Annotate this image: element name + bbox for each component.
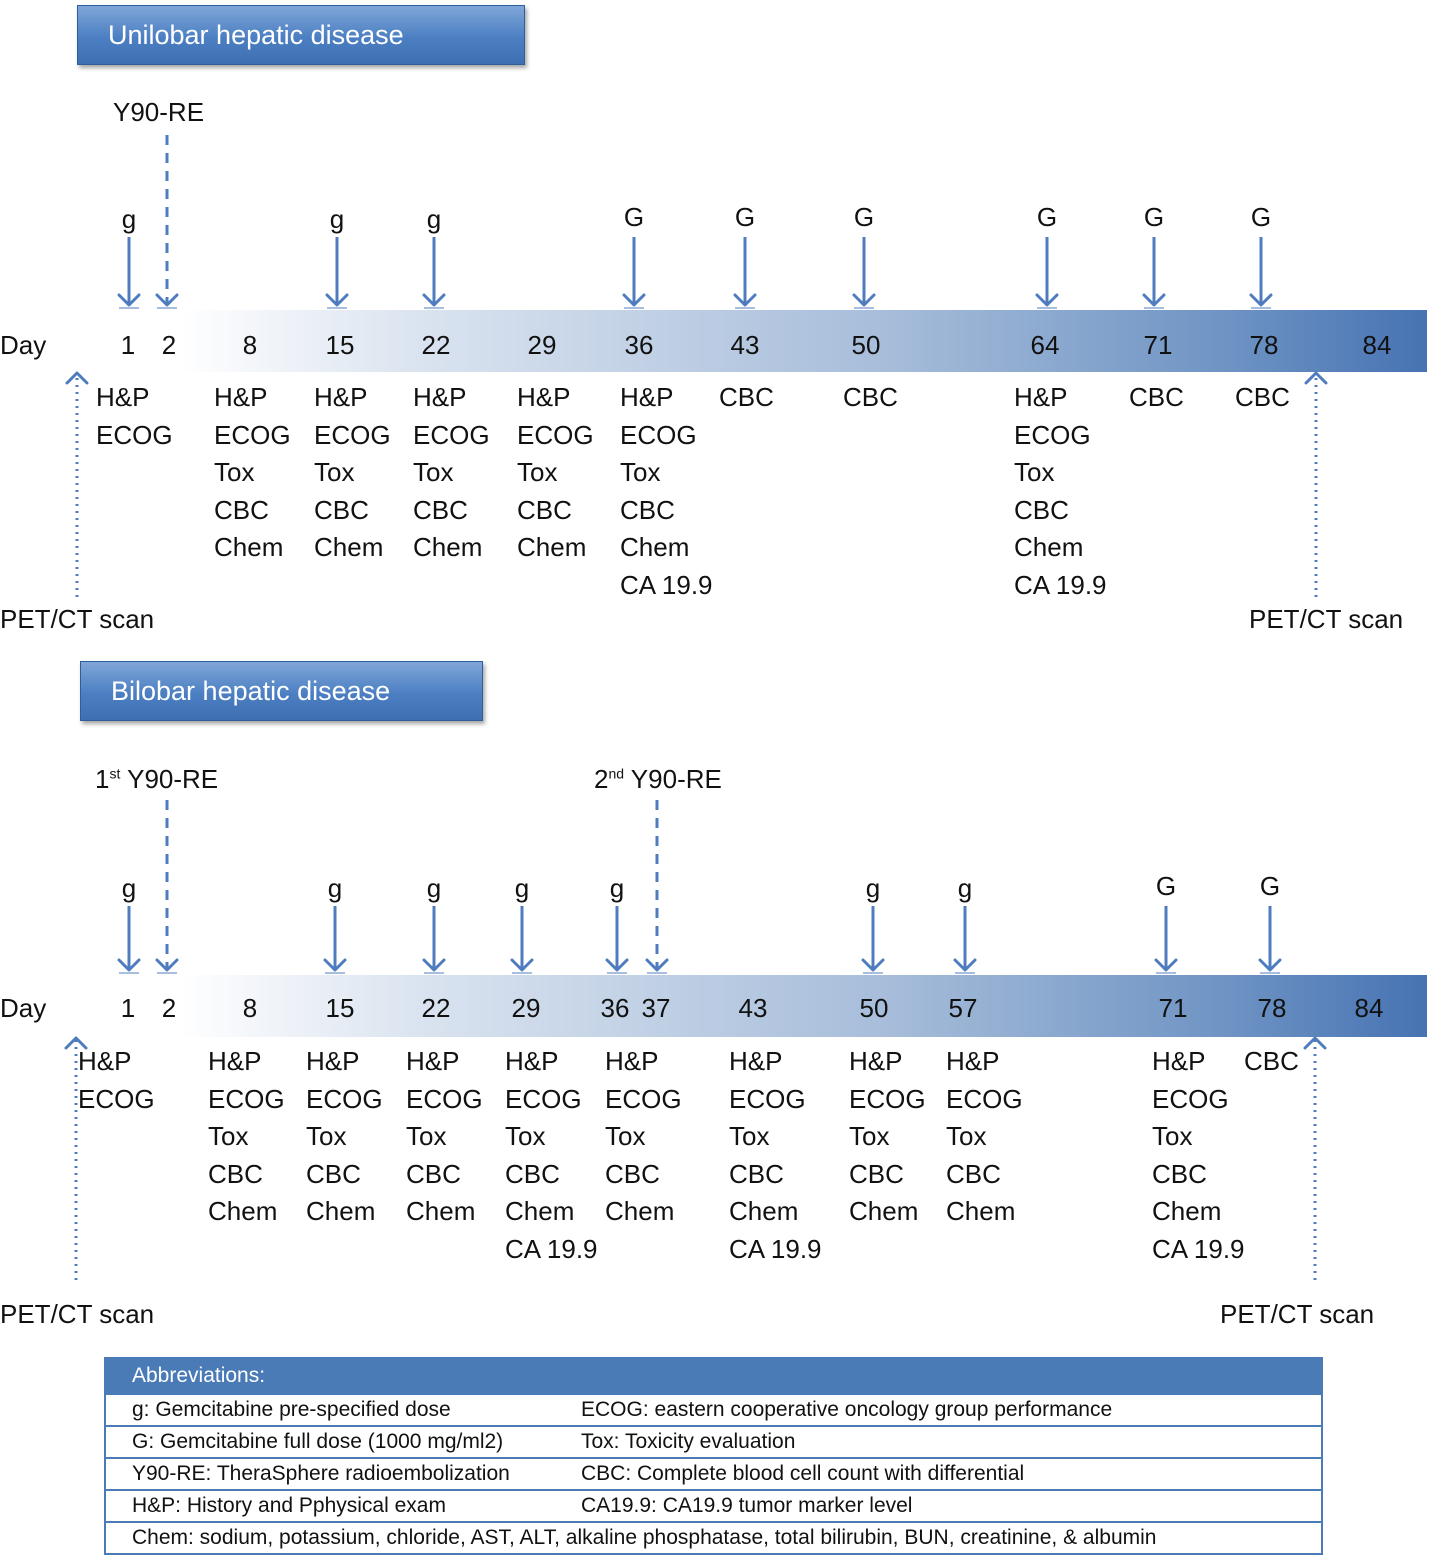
bilobar-day-29: 29 [511, 993, 541, 1023]
bilobar-dose-label-day-71: G [1155, 871, 1177, 901]
unilobar-day-50: 50 [851, 330, 881, 360]
assessment-item: H&P [1152, 1046, 1206, 1076]
assessment-item: H&P [946, 1046, 1000, 1076]
assessment-item: Chem [1152, 1196, 1222, 1227]
assessment-item: ECOG [406, 1083, 483, 1114]
unilobar-day-64: 64 [1030, 330, 1060, 360]
abbreviation-left: H&P: History and Pphysical exam [105, 1490, 557, 1522]
assessment-item: ECOG [96, 419, 173, 450]
assessment-item: Tox [849, 1121, 890, 1152]
bilobar-day-78: 78 [1257, 993, 1287, 1023]
assessment-item: H&P [78, 1046, 132, 1076]
unilobar-dose-label-day-50: G [853, 202, 875, 232]
assessment-item: Chem [406, 1196, 476, 1227]
assessment-item: H&P [849, 1046, 903, 1076]
abbreviation-right: CBC: Complete blood cell count with differential [557, 1458, 1322, 1490]
abbreviation-row [105, 1394, 1322, 1426]
unilobar-dose-label-day-36: G [623, 202, 645, 232]
unilobar-y90-label: Y90-RE [113, 97, 205, 127]
assessment-item: Chem [413, 532, 483, 563]
abbreviation-left: Y90-RE: TheraSphere radioembolization [105, 1458, 557, 1490]
unilobar-dose-label-day-1: g [121, 204, 137, 234]
assessment-item: Chem [214, 532, 284, 563]
assessment-item: ECOG [849, 1083, 926, 1114]
abbreviation-right: CA19.9: CA19.9 tumor marker level [557, 1490, 1322, 1522]
bilobar-day-43: 43 [738, 993, 768, 1023]
assessment-item: Chem [620, 532, 690, 563]
bilobar-y90-second-label: 2nd Y90-RE [594, 764, 722, 794]
unilobar-day-label: Day [0, 330, 47, 360]
assessment-item: CBC [406, 1158, 461, 1189]
abbreviation-left: g: Gemcitabine pre-specified dose [105, 1394, 557, 1426]
unilobar-dose-label-day-64: G [1036, 202, 1058, 232]
assessment-item: ECOG [505, 1083, 582, 1114]
assessment-item: CBC [843, 382, 898, 412]
assessment-item: H&P [208, 1046, 262, 1076]
assessment-item: Tox [605, 1121, 646, 1152]
abbreviation-chem: Chem: sodium, potassium, chloride, AST, ALT, alkaline phosphatase, total bilirubin, BUN, creatinine, & albumin [105, 1522, 1322, 1554]
unilobar-day-78: 78 [1249, 330, 1279, 360]
assessment-item: CBC [719, 382, 774, 412]
assessment-item: CA 19.9 [620, 569, 713, 600]
unilobar-day-2: 2 [161, 330, 177, 360]
unilobar-day-84: 84 [1362, 330, 1392, 360]
assessment-item: CBC [1244, 1046, 1299, 1076]
assessment-item: ECOG [413, 419, 490, 450]
pet-arrow-icon-head [1305, 1038, 1325, 1048]
assessment-item: CBC [1235, 382, 1290, 412]
assessment-item: H&P [96, 382, 150, 412]
assessment-item: CA 19.9 [505, 1233, 598, 1264]
assessment-item: Chem [729, 1196, 799, 1227]
assessment-item: ECOG [620, 419, 697, 450]
unilobar-day-29: 29 [527, 330, 557, 360]
abbreviations-header: Abbreviations: [105, 1358, 1322, 1394]
assessment-item: Chem [314, 532, 384, 563]
assessment-item: ECOG [214, 419, 291, 450]
assessment-item: CBC [1129, 382, 1184, 412]
assessment-item: Tox [620, 457, 661, 488]
assessment-item: H&P [517, 382, 571, 412]
assessment-item: CBC [505, 1158, 560, 1189]
assessment-item: CBC [1014, 494, 1069, 525]
assessment-item: ECOG [517, 419, 594, 450]
bilobar-scan-left: PET/CT scan [0, 1299, 155, 1329]
unilobar-day-1: 1 [120, 330, 136, 360]
bilobar-day-label: Day [0, 993, 47, 1023]
assessment-item: Tox [314, 457, 355, 488]
unilobar-dose-label-day-71: G [1143, 202, 1165, 232]
assessment-item: Chem [605, 1196, 675, 1227]
abbreviation-row [105, 1490, 1322, 1522]
assessment-item: Chem [946, 1196, 1016, 1227]
bilobar-day-15: 15 [325, 993, 355, 1023]
bilobar-day-71: 71 [1158, 993, 1188, 1023]
assessment-item: Chem [306, 1196, 376, 1227]
abbreviation-row [105, 1426, 1322, 1458]
bilobar-y90-first-label: 1st Y90-RE [95, 764, 219, 794]
abbreviations-table [104, 1357, 1323, 1555]
assessment-item: CBC [214, 494, 269, 525]
assessment-item: CBC [413, 494, 468, 525]
assessment-item: H&P [306, 1046, 360, 1076]
assessment-item: CBC [729, 1158, 784, 1189]
assessment-item: H&P [620, 382, 674, 412]
assessment-item: H&P [413, 382, 467, 412]
bilobar-day-57: 57 [948, 993, 978, 1023]
unilobar-title: Unilobar hepatic disease [108, 19, 404, 50]
assessment-item: Tox [1014, 457, 1055, 488]
assessment-item: CBC [946, 1158, 1001, 1189]
bilobar-dose-label-day-1: g [121, 873, 137, 903]
bilobar-day-37: 37 [641, 993, 671, 1023]
assessment-item: CBC [208, 1158, 263, 1189]
bilobar-day-84: 84 [1354, 993, 1384, 1023]
bilobar-day-36: 36 [600, 993, 630, 1023]
unilobar-day-8: 8 [242, 330, 258, 360]
assessment-item: ECOG [1152, 1083, 1229, 1114]
assessment-item: Tox [406, 1121, 447, 1152]
bilobar-day-50: 50 [859, 993, 889, 1023]
unilobar-day-36: 36 [624, 330, 654, 360]
assessment-item: ECOG [729, 1083, 806, 1114]
bilobar-dose-label-day-50: g [865, 873, 881, 903]
assessment-item: H&P [505, 1046, 559, 1076]
assessment-item: Tox [1152, 1121, 1193, 1152]
unilobar-day-15: 15 [325, 330, 355, 360]
assessment-item: ECOG [306, 1083, 383, 1114]
assessment-item: CBC [306, 1158, 361, 1189]
bilobar-dose-label-day-29: g [514, 873, 530, 903]
abbreviation-right: ECOG: eastern cooperative oncology group performance [557, 1394, 1322, 1426]
assessment-item: Tox [413, 457, 454, 488]
bilobar-dose-label-day-22: g [426, 873, 442, 903]
bilobar-day-1: 1 [120, 993, 136, 1023]
assessment-item: CBC [517, 494, 572, 525]
assessment-item: CBC [605, 1158, 660, 1189]
bilobar-dose-label-day-15: g [327, 873, 343, 903]
assessment-item: Chem [505, 1196, 575, 1227]
assessment-item: ECOG [946, 1083, 1023, 1114]
unilobar-dose-label-day-78: G [1250, 202, 1272, 232]
assessment-item: CBC [849, 1158, 904, 1189]
bilobar-title: Bilobar hepatic disease [111, 675, 391, 706]
assessment-item: H&P [314, 382, 368, 412]
assessment-item: CBC [620, 494, 675, 525]
assessment-item: H&P [214, 382, 268, 412]
assessment-item: Tox [214, 457, 255, 488]
assessment-item: Tox [517, 457, 558, 488]
unilobar-day-43: 43 [730, 330, 760, 360]
assessment-item: Tox [505, 1121, 546, 1152]
assessment-item: Tox [208, 1121, 249, 1152]
unilobar-day-71: 71 [1143, 330, 1173, 360]
assessment-item: CBC [1152, 1158, 1207, 1189]
unilobar-scan-left: PET/CT scan [0, 604, 155, 634]
unilobar-scan-right: PET/CT scan [1249, 604, 1404, 634]
pet-arrow-icon-head [66, 1038, 86, 1048]
assessment-item: Chem [208, 1196, 278, 1227]
assessment-item: H&P [729, 1046, 783, 1076]
unilobar-day-22: 22 [421, 330, 451, 360]
bilobar-day-2: 2 [161, 993, 177, 1023]
abbreviation-right: Tox: Toxicity evaluation [557, 1426, 1322, 1458]
assessment-item: ECOG [78, 1083, 155, 1114]
assessment-item: H&P [605, 1046, 659, 1076]
assessment-item: ECOG [208, 1083, 285, 1114]
assessment-item: H&P [1014, 382, 1068, 412]
assessment-item: Tox [306, 1121, 347, 1152]
assessment-item: Chem [517, 532, 587, 563]
assessment-item: ECOG [605, 1083, 682, 1114]
assessment-item: Tox [729, 1121, 770, 1152]
bilobar-dose-label-day-78: G [1259, 871, 1281, 901]
bilobar-dose-label-day-57: g [957, 873, 973, 903]
assessment-item: Tox [946, 1121, 987, 1152]
assessment-item: CBC [314, 494, 369, 525]
abbreviation-left: G: Gemcitabine full dose (1000 mg/ml2) [105, 1426, 557, 1458]
assessment-item: Chem [849, 1196, 919, 1227]
abbreviation-row [105, 1522, 1322, 1554]
bilobar-day-22: 22 [421, 993, 451, 1023]
assessment-item: ECOG [314, 419, 391, 450]
bilobar-day-8: 8 [242, 993, 258, 1023]
assessment-item: Chem [1014, 532, 1084, 563]
assessment-item: CA 19.9 [729, 1233, 822, 1264]
assessment-item: CA 19.9 [1014, 569, 1107, 600]
unilobar-dose-label-day-22: g [426, 204, 442, 234]
unilobar-dose-label-day-43: G [734, 202, 756, 232]
abbreviation-row [105, 1458, 1322, 1490]
assessment-item: CA 19.9 [1152, 1233, 1245, 1264]
assessment-item: H&P [406, 1046, 460, 1076]
assessment-item: ECOG [1014, 419, 1091, 450]
unilobar-dose-label-day-15: g [329, 204, 345, 234]
bilobar-dose-label-day-36: g [609, 873, 625, 903]
bilobar-scan-right: PET/CT scan [1220, 1299, 1375, 1329]
